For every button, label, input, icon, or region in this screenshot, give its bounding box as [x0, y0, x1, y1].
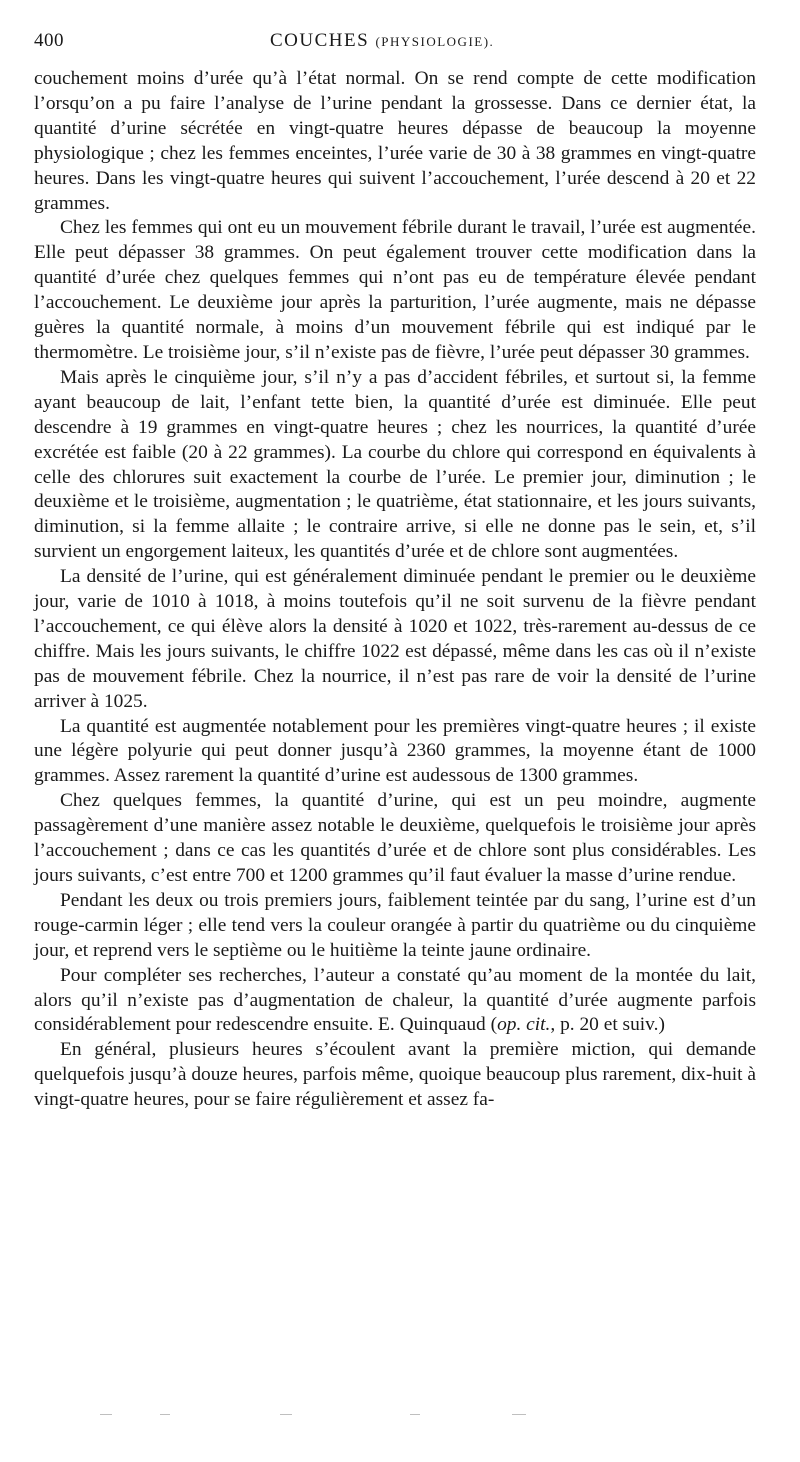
page-number: 400: [34, 30, 64, 51]
running-title-subtitle: (PHYSIOLOGIE).: [375, 34, 495, 49]
paragraph-7: Pendant les deux ou trois premiers jours, faiblement teintée par du sang, l’urine est d’un rouge-carmin léger ; elle tend vers la couleur orangée à partir du quatrième ou du cinquième jour, et reprend vers le septième ou le huitième la teinte jaune ordinaire.: [34, 889, 756, 961]
print-mark: [100, 1414, 112, 1415]
paragraph-1: couchement moins d’urée qu’à l’état normal. On se rend compte de cette modification l’orsqu’on a pu faire l’analyse de l’urine pendant la grossesse. Dans ce dernier état, la quantité d’urine sécrétée en vingt-quatre heures dépasse de beaucoup la moyenne physiologique ; chez les femmes enceintes, l’urée varie de 30 à 38 grammes en vingt-quatre heures. Dans les vingt-quatre heures qui suivent l’accouchement, l’urée descend à 20 et 22 grammes.: [34, 68, 756, 214]
paragraph-5: La quantité est augmentée notablement pour les premières vingt-quatre heures ; il existe une légère polyurie qui peut donner jusqu’à 2360 grammes, la moyenne étant de 1000 grammes. Assez rarement la quantité d’urine est audessous de 1300 grammes.: [34, 715, 756, 787]
page-header: [34, 30, 756, 60]
paragraph-6: Chez quelques femmes, la quantité d’urine, qui est un peu moindre, augmente passagèrement d’une manière assez notable le deuxième, quelquefois le troisième jour après l’accouchement ; dans ce cas les quantités d’urée et de chlore sont plus considérables. Les jours suivants, c’est entre 700 et 1200 grammes qu’il faut évaluer la masse d’urine rendue.: [34, 790, 756, 886]
book-page: [34, 30, 756, 1113]
print-mark: [410, 1414, 420, 1415]
body-text: [34, 67, 756, 1113]
citation-op-cit: op. cit.: [497, 1014, 551, 1036]
paragraph-8: [34, 964, 756, 1039]
paragraph-4: La densité de l’urine, qui est généralement diminuée pendant le premier ou le deuxième jour, varie de 1010 à 1018, à moins toutefois qu’il ne soit survenu de la fièvre pendant l’accouchement, ce qui élève alors la densité à 1020 et 1022, très-rarement au-dessus de ce chiffre. Mais les jours suivants, le chiffre 1022 est dépassé, même dans les cas où il n’existe pas de mouvement fébrile. Chez la nourrice, il n’est pas rare de voir la densité de l’urine arriver à 1025.: [34, 566, 756, 712]
paragraph-9: En général, plusieurs heures s’écoulent avant la première miction, qui demande quelquefois jusqu’à douze heures, parfois même, quoique beaucoup plus rarement, dix-huit à vingt-quatre heures, pour se faire régulièrement et assez fa-: [34, 1039, 756, 1111]
paragraph-8-text: Pour compléter ses recherches, l’auteur a constaté qu’au moment de la montée du lait, alors qu’il n’existe pas d’augmentation de chaleur, la quantité d’urée augmente parfois considérablement pour redescendre ensuite. E. Quinquaud (: [34, 964, 756, 1036]
print-mark: [160, 1414, 170, 1415]
print-mark: [512, 1414, 526, 1415]
running-title: [270, 30, 494, 52]
paragraph-2: Chez les femmes qui ont eu un mouvement fébrile durant le travail, l’urée est augmentée. Elle peut dépasser 38 grammes. On peut également trouver cette modification dans la quantité d’urée chez quelques femmes qui n’ont pas eu de température élevée pendant l’accouchement. Le deuxième jour après la parturition, l’urée augmente, mais ne dépasse guères la quantité normale, à moins d’un mouvement fébrile qui est indiqué par le thermomètre. Le troisième jour, s’il n’existe pas de fièvre, l’urée peut dépasser 30 grammes.: [34, 217, 756, 363]
page-bottom-print-marks: [100, 1414, 550, 1418]
running-title-main: COUCHES: [270, 30, 370, 51]
paragraph-3: Mais après le cinquième jour, s’il n’y a pas d’accident fébriles, et surtout si, la femme ayant beaucoup de lait, l’enfant tette bien, la quantité d’urée est diminuée. Elle peut descendre à 19 grammes en vingt-quatre heures ; chez les nourrices, la quantité d’urée excrétée est faible (20 à 22 grammes). La courbe du chlore qui correspond en équivalents à celle des chlorures suit exactement la courbe de l’urée. Le premier jour, diminution ; le deuxième et le troisième, augmentation ; le quatrième, état stationnaire, et les jours suivants, diminution, si la femme allaite ; le contraire arrive, si elle ne donne pas le sein, et, s’il survient un engorgement laiteux, les quantités d’urée et de chlore sont augmentées.: [34, 366, 756, 563]
print-mark: [280, 1414, 292, 1415]
paragraph-8-text-end: , p. 20 et suiv.): [550, 1014, 665, 1036]
